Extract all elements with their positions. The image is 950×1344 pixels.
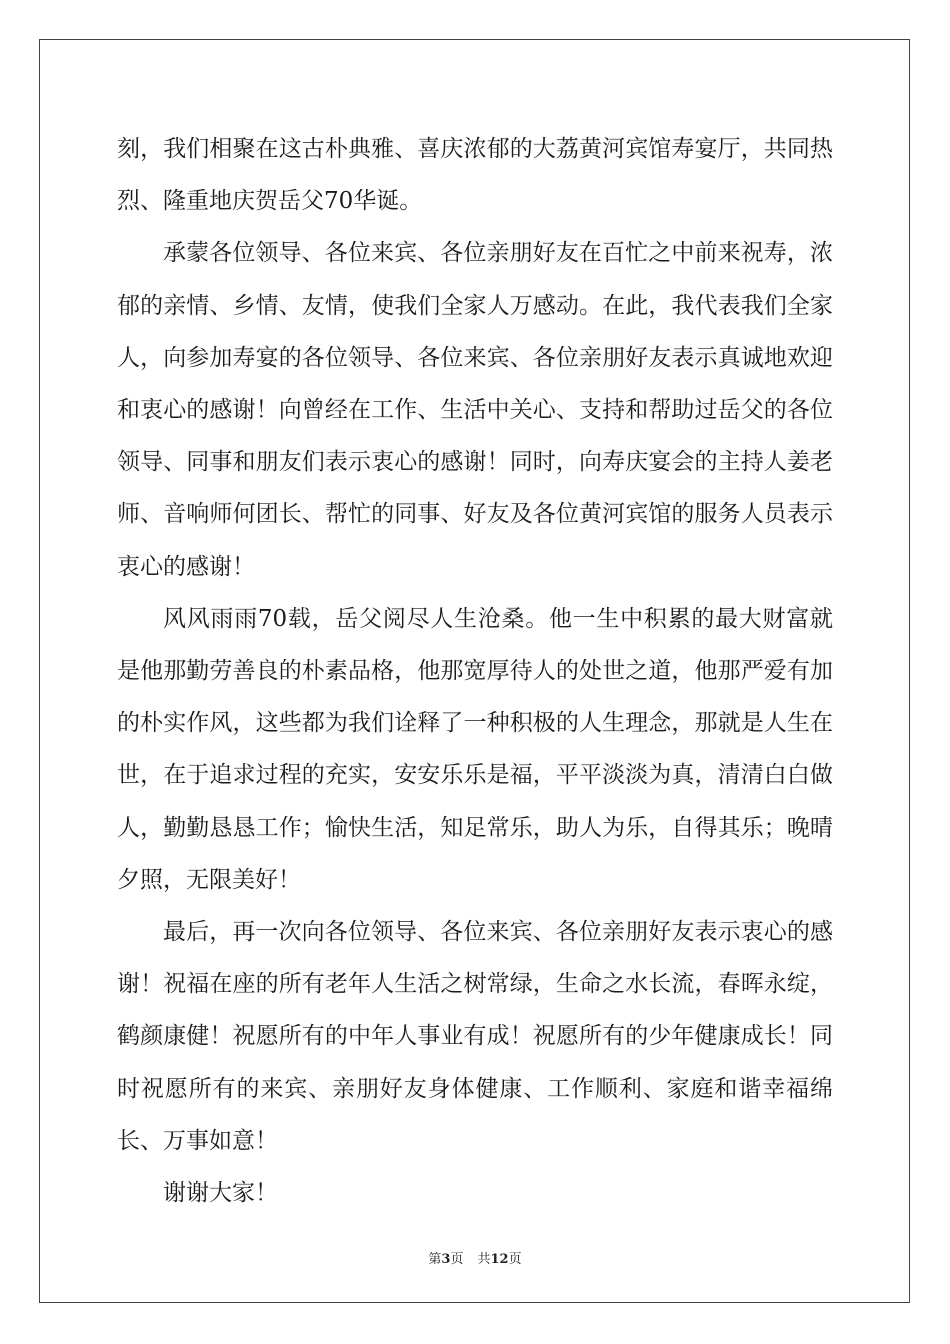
page-footer — [0, 1248, 950, 1267]
page-suffix: 页 — [450, 1252, 464, 1267]
document-body — [117, 123, 833, 1219]
current-page-number: 3 — [441, 1252, 451, 1267]
page-prefix: 第 — [428, 1252, 442, 1267]
total-pages-number: 12 — [490, 1252, 509, 1267]
paragraph-gratitude: 承蒙各位领导、各位来宾、各位亲朋好友在百忙之中前来祝寿，浓郁的亲情、乡情、友情，使我们全家人万感动。在此，我代表我们全家人，向参加寿宴的各位领导、各位来宾、各位亲朋好友表示真诚地欢迎和衷心的感谢！向曾经在工作、生活中关心、支持和帮助过岳父的各位领导、同事和朋友们表示衷心的感谢！同时，向寿庆宴会的主持人姜老师、音响师何团长、帮忙的同事、好友及各位黄河宾馆的服务人员表示衷心的感谢！ — [117, 240, 833, 580]
paragraph-blessings: 最后，再一次向各位领导、各位来宾、各位亲朋好友表示衷心的感谢！祝福在座的所有老年人生活之树常绿，生命之水长流，春晖永绽，鹤颜康健！祝愿所有的中年人事业有成！祝愿所有的少年健康成长！同时祝愿所有的来宾、亲朋好友身体健康、工作顺利、家庭和谐幸福绵长、万事如意！ — [117, 919, 833, 1154]
paragraph-continuation: 刻，我们相聚在这古朴典雅、喜庆浓郁的大荔黄河宾馆寿宴厅，共同热烈、隆重地庆贺岳父70华诞。 — [117, 136, 833, 215]
paragraph-closing: 谢谢大家！ — [163, 1180, 278, 1207]
paragraph-life-values: 风风雨雨70载，岳父阅尽人生沧桑。他一生中积累的最大财富就是他那勤劳善良的朴素品格，他那宽厚待人的处世之道，他那严爱有加的朴实作风，这些都为我们诠释了一种积极的人生理念，那就是人生在世，在于追求过程的充实，安安乐乐是福，平平淡淡为真，清清白白做人，勤勤恳恳工作；愉快生活，知足常乐，助人为乐，自得其乐；晚晴夕照，无限美好！ — [117, 605, 833, 893]
total-suffix: 页 — [508, 1252, 522, 1267]
total-prefix: 共 — [477, 1252, 491, 1267]
